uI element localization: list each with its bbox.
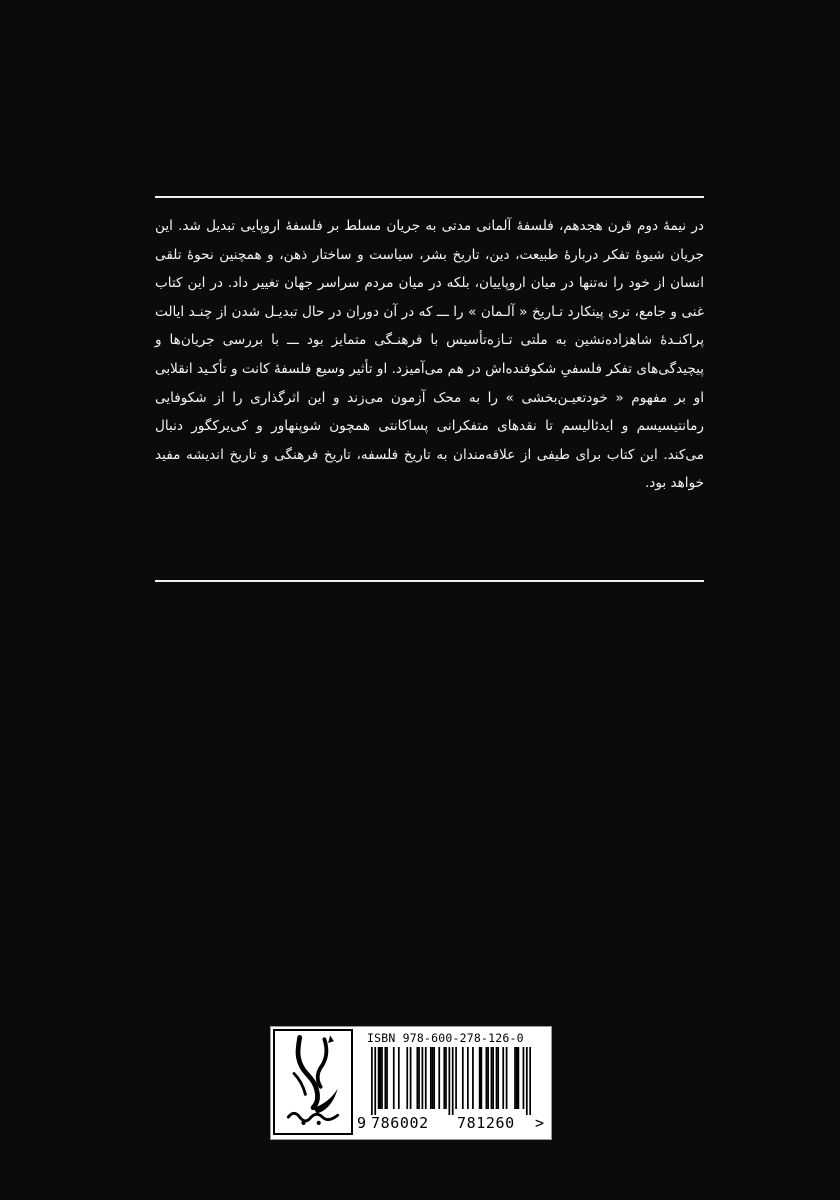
barcode-bar [425,1047,427,1109]
ean-right-group: 781260 [457,1114,515,1132]
ean-barcode-bars [371,1047,531,1115]
barcode-bar [398,1047,400,1109]
barcode-bar [472,1047,474,1109]
barcode-bar [410,1047,412,1109]
barcode-bar [371,1047,373,1115]
barcode-bar [492,1047,494,1109]
barcode-bar [455,1047,457,1109]
barcode-bar [406,1047,408,1109]
barcode-bar [491,1047,493,1109]
barcode-bar [486,1047,488,1109]
isbn-barcode-panel [270,1026,552,1140]
barcode-bar [443,1047,445,1109]
ean-first-digit: 9 [357,1114,367,1132]
barcode-bar [384,1047,386,1109]
barcode-bar [506,1047,508,1109]
barcode-bar [452,1047,454,1115]
phoenix-bird-icon [275,1031,351,1133]
barcode-bar [445,1047,447,1109]
barcode-bar [462,1047,464,1109]
barcode-bar [430,1047,432,1109]
back-cover-blurb: در نیمهٔ دوم قرن هجدهم، فلسفهٔ آلمانی مدتی به جریان مسلط بر فلسفهٔ اروپایی تبدیل شد. این جریان شیوهٔ تفکر دربارهٔ طبیعت، دین، تاریخ بشر، سیاست و ساختار ذهن، و همچنین نحوهٔ تلقی انسان از خود را نه‌تنها در میان اروپاییان، بلکه در میان مردم سراسر جهان تغییر داد. در این کتاب غنی و جامع، تری پینکارد تـاریخ « آلـمان » را ـــ که در آن دوران در حال تبدیـل شدن از چنـد ایالت پراکنـدهٔ شاهزاده‌نشین به ملتی تـازه‌تأسیس با فرهنـگی متمایز بود ـــ با بررسی جریان‌ها و پیچیدگی‌های تفکر فلسفیِ شکوفنده‌اش در هم می‌آمیزد. او تأثیر وسیع فلسفهٔ کانت و تأکـید انقلابی او بر مفهوم « خودتعیـن‌بخشی » را به محک آزمون می‌زند و این اثرگذاری را از شکوفایی رمانتیسیسم و ایدئالیسم تا نقدهای متفکرانی پساکانتی همچون شوپنهاور و کی‌یرکگور دنبال می‌کند. این کتاب برای طیفی از علاقه‌مندان به تاریخ فلسفه، تاریخ فرهنگی و تاریخ اندیشه مفید خواهد بود. [155,218,704,492]
barcode-bar [529,1047,531,1115]
barcode-bar [433,1047,435,1109]
barcode-bar [467,1047,469,1109]
barcode-bar [386,1047,388,1109]
barcode-bar [438,1047,440,1109]
barcode-bar [518,1047,520,1109]
barcode-bar [379,1047,381,1109]
barcode-bar [480,1047,482,1109]
barcode-bar [374,1047,376,1115]
barcode-bar [416,1047,418,1109]
top-divider [155,196,704,198]
ean-quiet-zone-marker: > [535,1114,545,1132]
barcode-bar [381,1047,383,1109]
barcode-bar [418,1047,420,1109]
publisher-logo-icon [273,1029,353,1135]
barcode-bar [378,1047,380,1109]
barcode-bar [526,1047,528,1115]
barcode-bar [432,1047,434,1109]
barcode-bar [514,1047,516,1109]
barcode-bar [496,1047,498,1109]
bottom-divider [155,580,704,582]
barcode-bar [448,1047,450,1115]
barcode-bar [523,1047,525,1109]
barcode-bar [502,1047,504,1109]
barcode-bar [422,1047,424,1109]
barcode-bar [516,1047,518,1109]
barcode-bar [487,1047,489,1109]
barcode-bar [393,1047,395,1109]
isbn-label: ISBN 978-600-278-126-0 [367,1031,524,1045]
barcode-bar [497,1047,499,1109]
barcode-bar [479,1047,481,1109]
ean-left-group: 786002 [371,1114,429,1132]
ean-digits [357,1114,551,1132]
